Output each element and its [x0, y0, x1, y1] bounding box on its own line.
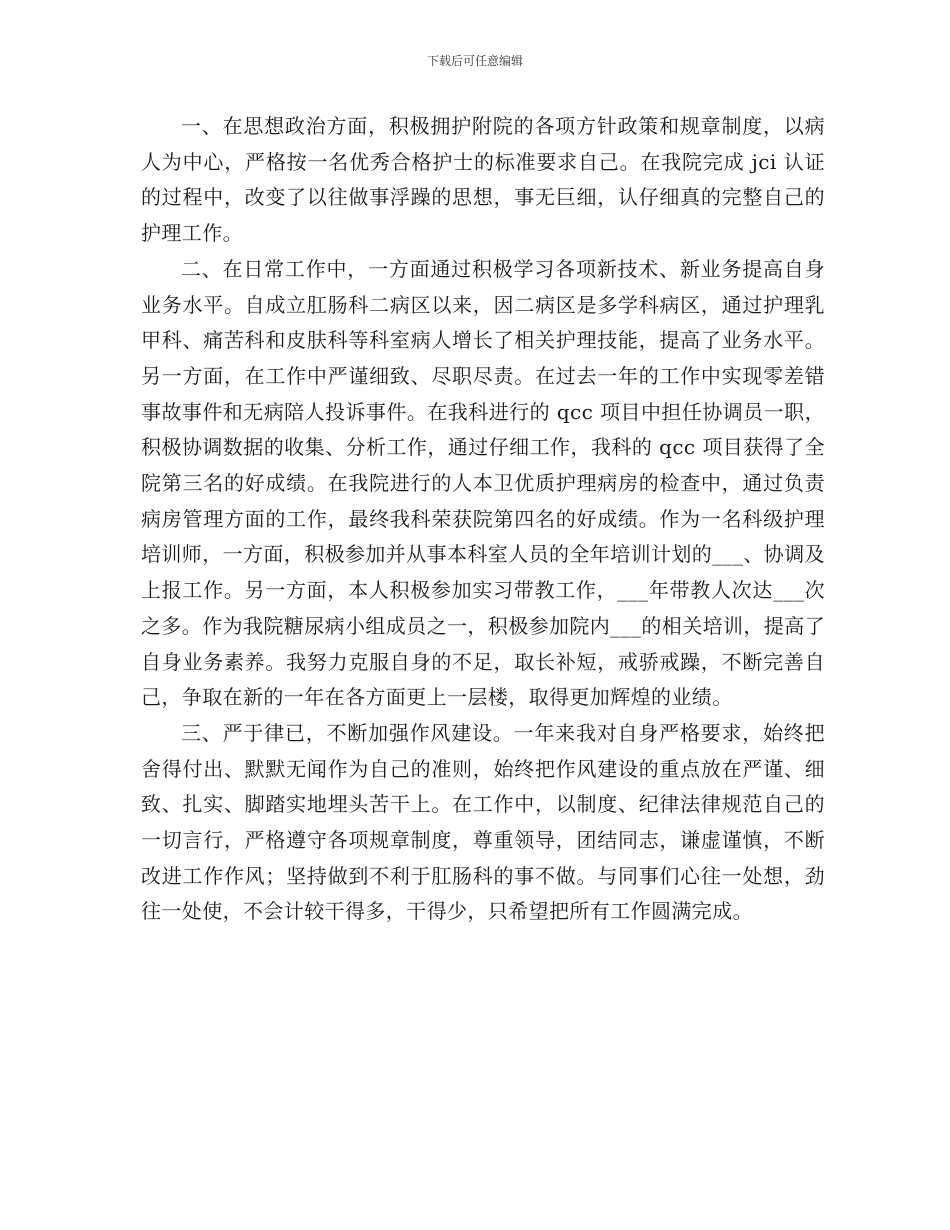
paragraph-daily-work: 二、在日常工作中，一方面通过积极学习各项新技术、新业务提高自身业务水平。自成立肛肠科二病区以来，因二病区是多学科病区，通过护理乳甲科、痛苦科和皮肤科等科室病人增长了相关护理技能，提高了业务水平。另一方面，在工作中严谨细致、尽职尽责。在过去一年的工作中实现零差错事故事件和无病陪人投诉事件。在我科进行的 qcc 项目中担任协调员一职，积极协调数据的收集、分析工作，通过仔细工作，我科的 qcc 项目获得了全院第三名的好成绩。在我院进行的人本卫优质护理病房的检查中，通过负责病房管理方面的工作，最终我科荣获院第四名的好成绩。作为一名科级护理培训师，一方面，积极参加并从事本科室人员的全年培训计划的___、协调及上报工作。另一方面，本人积极参加实习带教工作，___年带教人次达___次之多。作为我院糖尿病小组成员之一，积极参加院内___的相关培训，提高了自身业务素养。我努力克服自身的不足，取长补短，戒骄戒躁，不断完善自己，争取在新的一年在各方面更上一层楼，取得更加辉煌的业绩。: [141, 256, 825, 710]
header-note: 下载后可任意编辑: [426, 54, 523, 68]
document-body: [141, 109, 825, 930]
paragraph-self-discipline: 三、严于律已，不断加强作风建设。一年来我对自身严格要求，始终把舍得付出、默默无闻作为自己的准则，始终把作风建设的重点放在严谨、细致、扎实、脚踏实地埋头苦干上。在工作中，以制度、纪律法律规范自己的一切言行，严格遵守各项规章制度，尊重领导，团结同志，谦虚谨慎，不断改进工作作风；坚持做到不利于肛肠科的事不做。与同事们心往一处想，劲往一处使，不会计较干得多，干得少，只希望把所有工作圆满完成。: [141, 720, 825, 924]
paragraph-political: 一、在思想政治方面，积极拥护附院的各项方针政策和规章制度，以病人为中心，严格按一名优秀合格护士的标准要求自己。在我院完成 jci 认证的过程中，改变了以往做事浮躁的思想，事无巨细，认仔细真的完整自己的护理工作。: [141, 114, 825, 246]
